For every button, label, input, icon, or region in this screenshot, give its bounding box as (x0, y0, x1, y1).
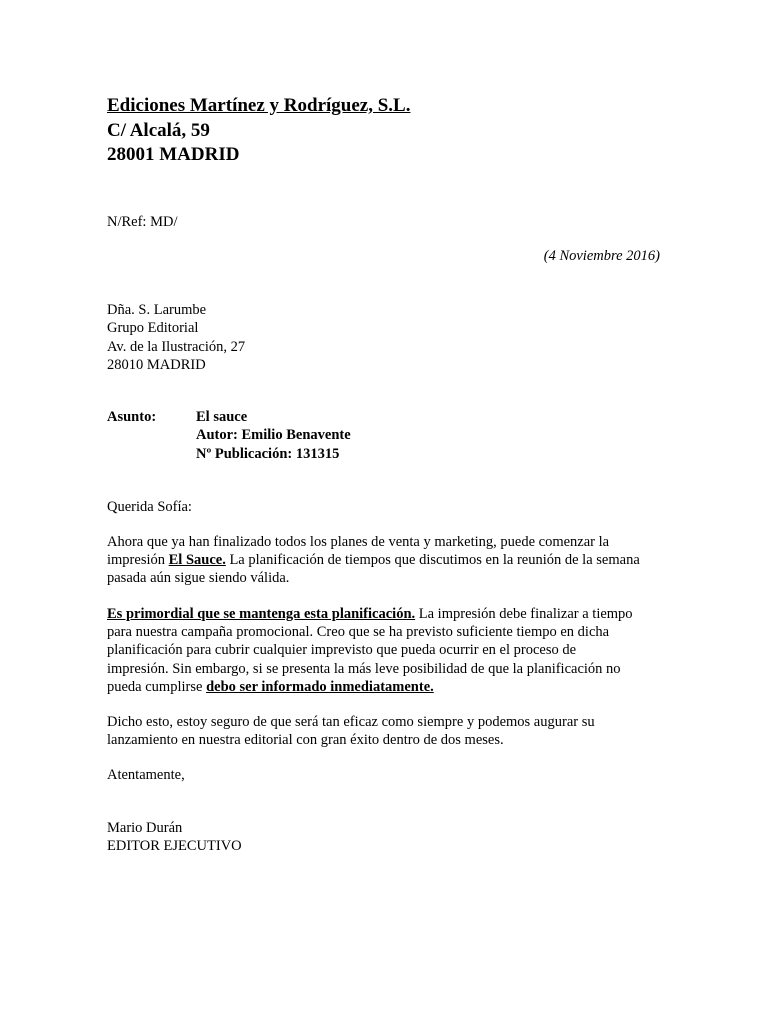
planning-emphasis: Es primordial que se mantenga esta planificación. (107, 606, 416, 622)
paragraph-line (107, 551, 640, 569)
inform-emphasis: debo ser informado inmediatamente. (206, 678, 434, 695)
reference: N/Ref: MD/ (107, 214, 178, 230)
subject-title: El sauce (196, 409, 248, 425)
paragraph-line: para nuestra campaña promocional. Creo que se ha previsto suficiente tiempo en dicha (107, 624, 610, 641)
body-paragraph-3 (107, 713, 595, 749)
sender-address (107, 94, 410, 168)
paragraph-line: Dicho esto, estoy seguro de que será tan eficaz como siempre y podemos augurar su (107, 714, 595, 730)
paragraph-line: impresión. Sin embargo, si se presenta la más leve posibilidad de que la planificación no (107, 660, 621, 677)
recipient-address (107, 301, 245, 374)
greeting: Querida Sofía: (107, 499, 192, 515)
recipient-name: Dña. S. Larumbe (107, 302, 207, 318)
signer-title: EDITOR EJECUTIVO (107, 838, 242, 855)
paragraph-text: pueda cumplirse (107, 678, 207, 695)
paragraph-text: impresión (107, 552, 169, 569)
paragraph-line: Ahora que ya han finalizado todos los planes de venta y marketing, puede comenzar la (107, 534, 610, 550)
paragraph-line: lanzamiento en nuestra editorial con gran éxito dentro de dos meses. (107, 732, 504, 749)
paragraph-line (107, 678, 633, 696)
subject-author: Autor: Emilio Benavente (196, 427, 351, 444)
signature-block (107, 819, 242, 855)
paragraph-line (107, 605, 633, 623)
body-paragraph-1 (107, 533, 640, 588)
body-paragraph-2 (107, 605, 633, 696)
subject-publication: Nº Publicación: 131315 (196, 445, 340, 462)
paragraph-line: planificación para cubrir cualquier imprevisto que pueda ocurrir en el proceso de (107, 642, 577, 659)
subject-lines (196, 408, 351, 463)
paragraph-line: pasada aún sigue siendo válida. (107, 570, 290, 587)
recipient-company: Grupo Editorial (107, 320, 199, 337)
book-title-emphasis: El Sauce. (168, 552, 226, 569)
paragraph-text: La impresión debe finalizar a tiempo (415, 606, 633, 622)
sender-city: 28001 MADRID (107, 144, 240, 165)
subject-label: Asunto: (107, 409, 157, 425)
recipient-city: 28010 MADRID (107, 356, 206, 373)
sender-street: C/ Alcalá, 59 (107, 119, 210, 141)
closing: Atentamente, (107, 767, 185, 783)
sender-company: Ediciones Martínez y Rodríguez, S.L. (107, 95, 411, 116)
recipient-street: Av. de la Ilustración, 27 (107, 338, 246, 355)
signer-name: Mario Durán (107, 820, 183, 836)
letter-date: (4 Noviembre 2016) (543, 248, 660, 264)
paragraph-text: La planificación de tiempos que discutimos en la reunión de la semana (225, 552, 640, 569)
